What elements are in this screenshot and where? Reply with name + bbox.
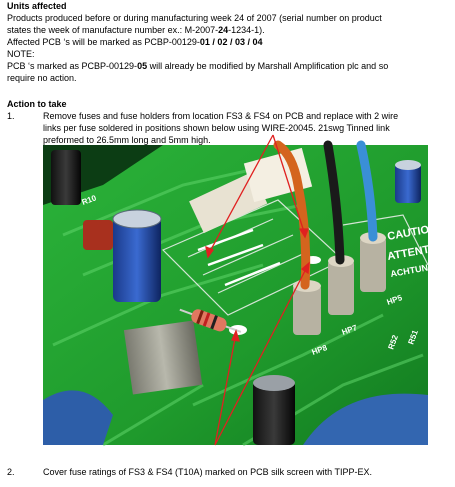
silk-hp8: HP8 [310,343,329,357]
blue-capacitor-top [113,210,161,228]
silk-r10: R10 [80,193,98,207]
units-affected-line-1: Products produced before or during manufacturing week 24 of 2007 (serial number on product [7,13,382,23]
step-1-number: 1. [7,111,15,121]
line-2-post: -1234-1). [228,25,265,35]
component-block-1 [124,320,202,394]
silk-caution: CAUTION [386,222,438,243]
note-1-pre: PCB ‘s marked as PCBP-00129- [7,61,138,71]
blue-capacitor [113,217,161,302]
silk-r52: R52 [386,333,400,351]
line-3-pcb-versions: 01 / 02 / 03 / 04 [199,37,263,47]
silk-hp7: HP7 [340,323,359,337]
step-1-line-3: preformed to 26.5mm long and 5mm high. [43,135,211,145]
black-capacitor-top [253,375,295,391]
pcb-photo [43,145,450,445]
note-label: NOTE: [7,49,35,59]
step-2-text: Cover fuse ratings of FS3 & FS4 (T10A) marked on PCB silk screen with TIPP-EX. [43,467,372,477]
silk-r51: R51 [406,328,420,346]
step-1-line-2: links per fuse soldered in positions shown below using WIRE-20045. 21swg Tinned link [43,123,390,133]
line-3-pre: Affected PCB ‘s will be marked as PCBP-00129- [7,37,200,47]
note-line-2: require no action. [7,73,77,83]
action-heading: Action to take [7,99,67,109]
units-affected-heading: Units affected [7,1,67,11]
step-1-line-1: Remove fuses and fuse holders from location FS3 & FS4 on PCB and replace with 2 wire [43,111,399,121]
note-line-1 [7,61,388,72]
line-2-pre: states the week of manufacture number ex.: M-2007- [7,25,219,35]
black-capacitor-left [51,150,81,205]
note-1-post: will already be modified by Marshall Amplification plc and so [147,61,389,71]
line-2-week: 24 [218,25,229,35]
blue-capacitor-small-top [395,160,421,170]
step-2-number: 2. [7,467,15,477]
units-affected-line-2 [7,25,265,36]
silk-achtung: ACHTUNG [389,261,436,279]
red-capacitor [83,220,113,250]
units-affected-line-3 [7,37,262,48]
silk-attention: ATTENTION [386,240,450,263]
note-1-version: 05 [137,61,148,71]
silk-hp5: HP5 [385,293,404,307]
